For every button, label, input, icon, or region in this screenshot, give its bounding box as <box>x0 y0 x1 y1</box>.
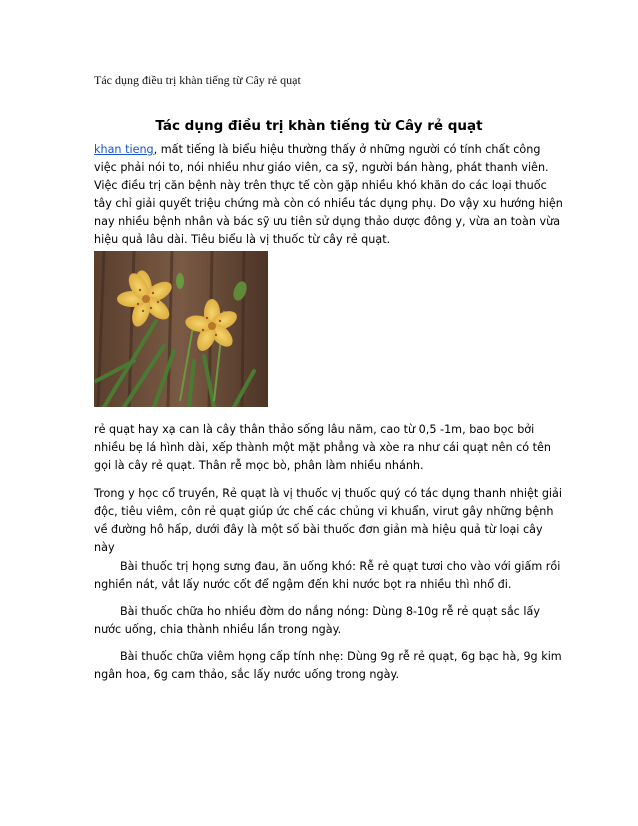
khan-tieng-link[interactable]: khan tieng <box>94 143 154 156</box>
paragraph-remedy-sore-throat: Bài thuốc trị họng sưng đau, ăn uống khó: Rễ rẻ quạt tươi cho vào với giấm rồi nghiền nát, vắt lấy nước cốt để ngậm đến khi nước bọt ra nhiều thì nhổ đi. <box>94 560 561 591</box>
paragraph-remedy-pharyngitis: Bài thuốc chữa viêm họng cấp tính nhẹ: Dùng 9g rễ rẻ quạt, 6g bạc hà, 9g kim ngân hoa, 6g cam thảo, sắc lấy nước uống trong ngày. <box>94 650 562 681</box>
paragraph-remedy-cough: Bài thuốc chữa ho nhiều đờm do nắng nóng: Dùng 8-10g rễ rẻ quạt sắc lấy nước uống, chia thành nhiều lần trong ngày. <box>94 605 540 636</box>
iris-flower-photo <box>94 251 268 407</box>
flower-image <box>94 251 268 407</box>
paragraph-traditional-medicine: Trong y học cổ truyền, Rẻ quạt là vị thuốc vị thuốc quý có tác dụng thanh nhiệt giải độc, tiêu viêm, côn rẻ quạt giúp ức chế các chủng vi khuẩn, virut gây những bệnh về đường hô hấp, dưới đây là một số bài thuốc đơn giản mà hiệu quả từ loại cây này <box>94 487 562 554</box>
intro-paragraph <box>94 141 564 249</box>
paragraph-description: rẻ quạt hay xạ can là cây thân thảo sống lâu năm, cao từ 0,5 -1m, bao bọc bởi nhiều bẹ lá hình dài, xếp thành một mặt phẳng và xòe ra như cái quạt nên có tên gọi là cây rẻ quạt. Thân rễ mọc bò, phân làm nhiều nhánh. <box>94 423 552 472</box>
article-title: Tác dụng điều trị khàn tiếng từ Cây rẻ quạt <box>155 118 483 134</box>
page-header: Tác dụng điều trị khàn tiếng từ Cây rẻ quạt <box>94 73 301 87</box>
intro-text: , mất tiếng là biểu hiệu thường thấy ở những người có tính chất công việc phải nói to, nói nhiều như giáo viên, ca sỹ, người bán hàng, phát thanh viên. Việc điều trị căn bệnh này trên thực tế còn gặp nhiều khó khăn do các loại thuốc tây chỉ giải quyết triệu chứng mà còn có nhiều tác dụng phụ. Do vậy xu hướng hiện nay nhiều bệnh nhân và bác sỹ ưu tiên sử dụng thảo dược đông y, vừa an toàn vừa hiệu quả lâu dài. Tiêu biểu là vị thuốc từ cây rẻ quạt. <box>94 143 563 246</box>
